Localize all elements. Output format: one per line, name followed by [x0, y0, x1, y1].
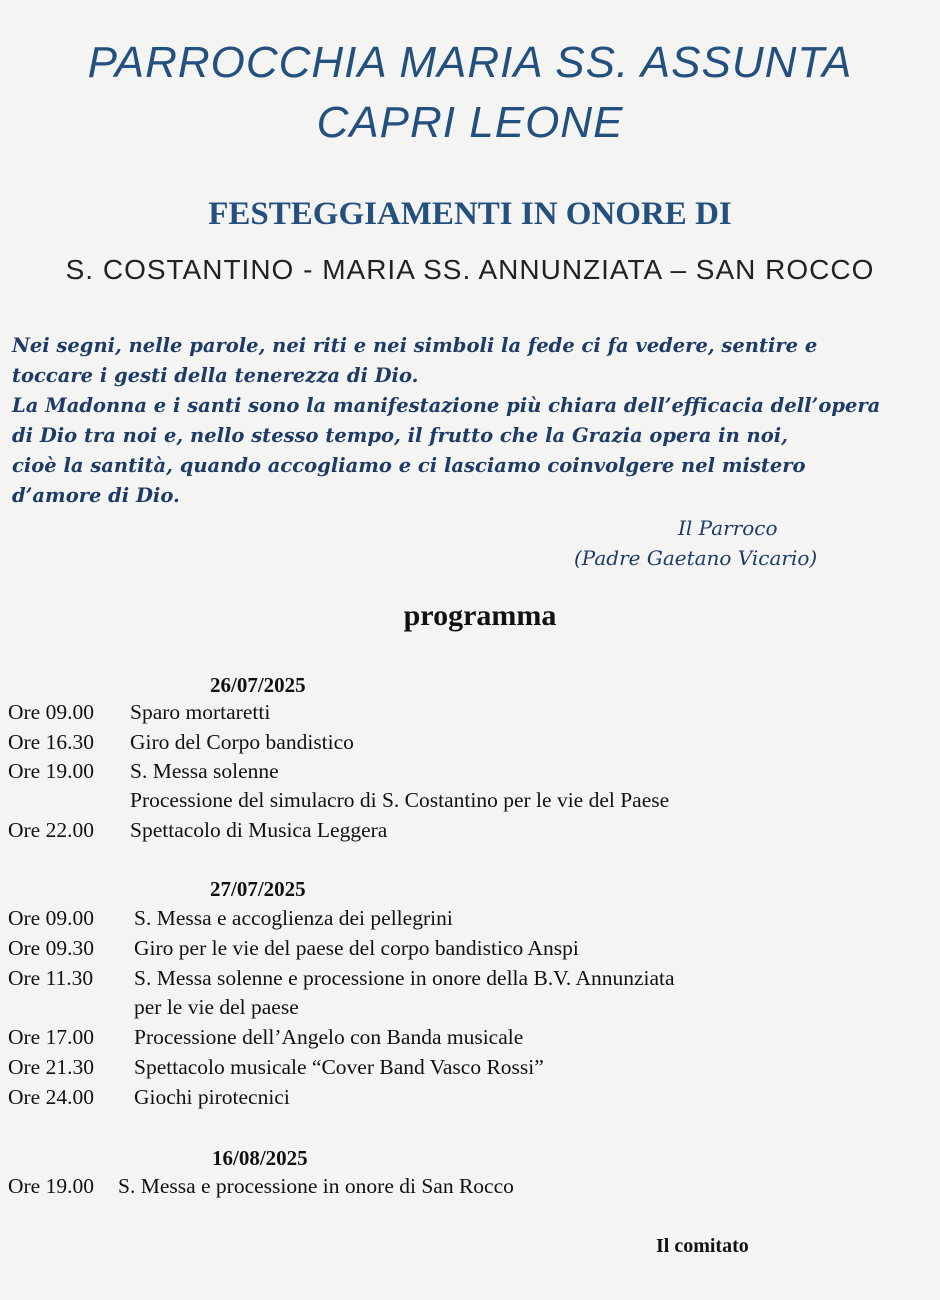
event-description: S. Messa solenne e processione in onore della B.V. Annunziata [134, 966, 675, 990]
signature-role: Il Parroco [678, 516, 778, 540]
event-description: S. Messa solenne [130, 759, 279, 783]
event-time: Ore 19.00 [8, 759, 94, 783]
event-time: Ore 24.00 [8, 1085, 94, 1109]
message-line: d’amore di Dio. [12, 484, 180, 507]
event-description: Giro del Corpo bandistico [130, 730, 354, 754]
event-time: Ore 09.30 [8, 936, 94, 960]
signature-name: (Padre Gaetano Vicario) [574, 546, 818, 570]
event-time: Ore 16.30 [8, 730, 94, 754]
message-line: La Madonna e i santi sono la manifestazione più chiara dell’efficacia dell’opera [12, 394, 881, 417]
event-description: Processione dell’Angelo con Banda musicale [134, 1025, 524, 1049]
event-description: S. Messa e processione in onore di San Rocco [118, 1174, 514, 1198]
event-description: Spettacolo di Musica Leggera [130, 818, 388, 842]
event-description: Spettacolo musicale “Cover Band Vasco Rossi” [134, 1055, 544, 1079]
message-line: toccare i gesti della tenerezza di Dio. [12, 364, 419, 387]
event-time: Ore 21.30 [8, 1055, 94, 1079]
program-heading: programma [403, 599, 557, 632]
event-description: Giochi pirotecnici [134, 1085, 290, 1109]
event-time: Ore 22.00 [8, 818, 94, 842]
event-description: Giro per le vie del paese del corpo bandistico Anspi [134, 936, 579, 960]
event-time: Ore 19.00 [8, 1174, 94, 1198]
parish-title: PARROCCHIA MARIA SS. ASSUNTA [87, 38, 853, 87]
event-description-continued: Processione del simulacro di S. Costantino per le vie del Paese [130, 788, 670, 812]
event-description: S. Messa e accoglienza dei pellegrini [134, 906, 453, 930]
event-description-continued: per le vie del paese [134, 995, 299, 1019]
program-date: 26/07/2025 [210, 673, 306, 697]
message-line: Nei segni, nelle parole, nei riti e nei simboli la fede ci fa vedere, sentire e [12, 334, 818, 357]
event-time: Ore 09.00 [8, 700, 94, 724]
event-time: Ore 09.00 [8, 906, 94, 930]
event-time: Ore 11.30 [8, 966, 94, 990]
town-title: CAPRI LEONE [316, 98, 624, 147]
celebration-heading: FESTEGGIAMENTI IN ONORE DI [208, 196, 732, 232]
program-date: 16/08/2025 [212, 1146, 308, 1170]
program-date: 27/07/2025 [210, 877, 306, 901]
committee-signature: Il comitato [656, 1235, 749, 1257]
saints-line: S. COSTANTINO - MARIA SS. ANNUNZIATA – SAN ROCCO [65, 254, 875, 285]
message-line: di Dio tra noi e, nello stesso tempo, il frutto che la Grazia opera in noi, [12, 424, 788, 447]
event-time: Ore 17.00 [8, 1025, 94, 1049]
message-line: cioè la santità, quando accogliamo e ci lasciamo coinvolgere nel mistero [12, 454, 806, 477]
event-description: Sparo mortaretti [130, 700, 271, 724]
